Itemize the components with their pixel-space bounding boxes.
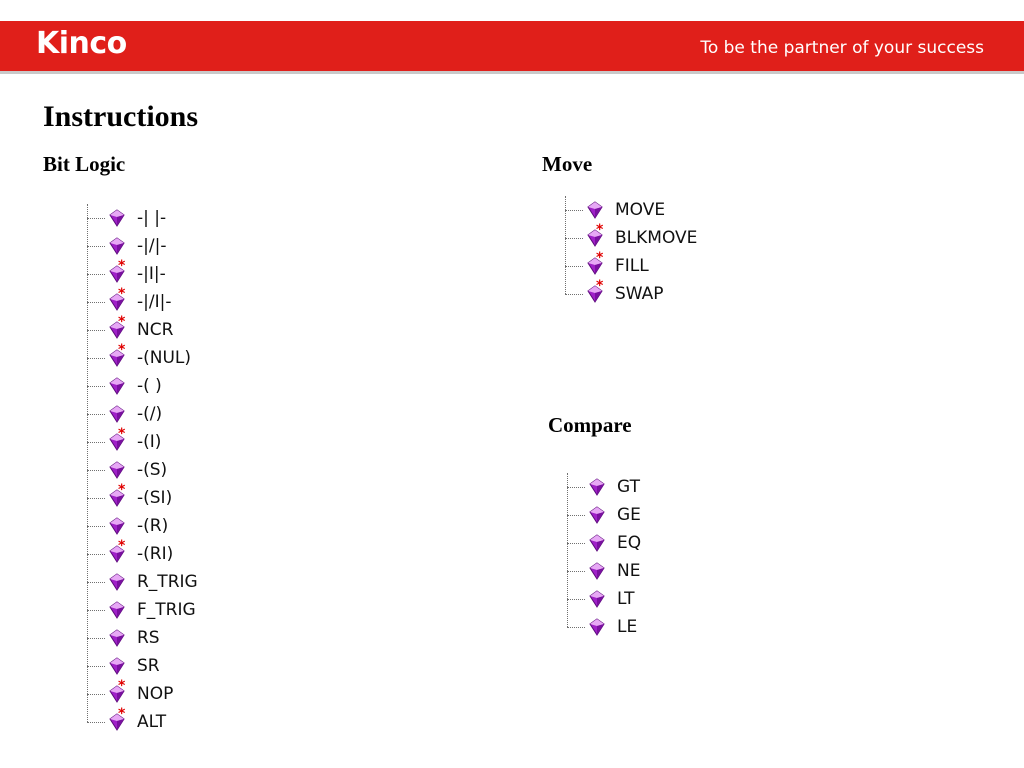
purple-gem-icon [109, 286, 127, 311]
tree-branch-line [565, 266, 583, 267]
red-star-icon: * [118, 342, 126, 358]
tree-branch-line [567, 543, 585, 544]
tree-branch-line [87, 442, 105, 443]
tree-item-label: EQ [617, 533, 642, 553]
move-tree [565, 196, 697, 308]
red-star-icon: * [118, 286, 126, 302]
tree-item-label: LT [617, 589, 635, 609]
purple-gem-icon [587, 222, 605, 247]
tree-branch-line [565, 210, 583, 211]
tree-branch-line [87, 638, 105, 639]
tree-item[interactable] [567, 529, 641, 557]
red-star-icon: * [118, 258, 126, 274]
red-star-icon: * [596, 250, 604, 266]
purple-gem-icon [109, 209, 127, 227]
tree-item[interactable] [87, 428, 198, 456]
tree-item-label: -(S) [137, 460, 168, 480]
tree-branch-line [87, 666, 105, 667]
tree-item-label: ALT [137, 712, 167, 732]
tree-item[interactable] [87, 400, 198, 428]
tree-item[interactable] [567, 557, 641, 585]
tree-item-label: MOVE [615, 200, 666, 220]
purple-gem-icon [109, 461, 127, 479]
purple-gem-icon [589, 534, 607, 552]
tree-item[interactable] [87, 232, 198, 260]
tree-item-label: -(I) [137, 432, 162, 452]
red-star-icon: * [118, 426, 126, 442]
tree-branch-line [565, 238, 583, 239]
tree-item[interactable] [565, 196, 697, 224]
purple-gem-icon [587, 201, 605, 219]
tree-item[interactable] [565, 252, 697, 280]
tree-item[interactable] [87, 288, 198, 316]
tree-item-label: GT [617, 477, 640, 497]
page-title: Instructions [43, 100, 199, 133]
tree-branch-line [565, 294, 583, 295]
tree-item-label: RS [137, 628, 160, 648]
purple-gem-icon [109, 517, 127, 535]
tree-item-label: -(/) [137, 404, 163, 424]
red-star-icon: * [596, 222, 604, 238]
tree-item[interactable] [565, 280, 697, 308]
purple-gem-icon [109, 405, 127, 423]
tree-branch-line [567, 599, 585, 600]
purple-gem-icon [109, 706, 127, 731]
tree-item-label: -(NUL) [137, 348, 192, 368]
purple-gem-icon [109, 657, 127, 675]
tree-branch-line [87, 414, 105, 415]
purple-gem-icon [589, 562, 607, 580]
tree-item[interactable] [87, 484, 198, 512]
tree-item[interactable] [567, 473, 641, 501]
purple-gem-icon [587, 278, 605, 303]
bit-logic-tree [87, 204, 198, 736]
tree-branch-line [567, 571, 585, 572]
purple-gem-icon [109, 678, 127, 703]
tree-branch-line [567, 487, 585, 488]
header-tagline: To be the partner of your success [700, 38, 984, 58]
compare-tree [567, 473, 641, 641]
tree-item-label: FILL [615, 256, 649, 276]
tree-item-label: LE [617, 617, 638, 637]
red-star-icon: * [118, 538, 126, 554]
tree-branch-line [87, 498, 105, 499]
tree-item-label: -(SI) [137, 488, 173, 508]
tree-item-label: -(R) [137, 516, 169, 536]
purple-gem-icon [589, 506, 607, 524]
tree-item[interactable] [87, 568, 198, 596]
red-star-icon: * [596, 278, 604, 294]
tree-branch-line [87, 470, 105, 471]
purple-gem-icon [109, 573, 127, 591]
tree-item[interactable] [87, 512, 198, 540]
purple-gem-icon [109, 426, 127, 451]
tree-branch-line [87, 526, 105, 527]
tree-item[interactable] [567, 613, 641, 641]
tree-item[interactable] [87, 708, 198, 736]
tree-item-label: -| |- [137, 208, 167, 228]
header-banner [0, 21, 1024, 74]
tree-branch-line [567, 515, 585, 516]
red-star-icon: * [118, 678, 126, 694]
tree-item-label: -|/I|- [137, 292, 172, 312]
tree-branch-line [87, 302, 105, 303]
tree-item-label: NOP [137, 684, 174, 704]
tree-item-label: -(RI) [137, 544, 174, 564]
red-star-icon: * [118, 706, 126, 722]
tree-branch-line [87, 330, 105, 331]
purple-gem-icon [109, 314, 127, 339]
tree-item[interactable] [87, 344, 198, 372]
tree-item[interactable] [567, 501, 641, 529]
purple-gem-icon [587, 250, 605, 275]
tree-branch-line [87, 386, 105, 387]
tree-item-label: -|I|- [137, 264, 166, 284]
purple-gem-icon [589, 478, 607, 496]
tree-item[interactable] [87, 624, 198, 652]
purple-gem-icon [109, 629, 127, 647]
tree-branch-line [87, 554, 105, 555]
tree-item[interactable] [565, 224, 697, 252]
tree-item-label: GE [617, 505, 641, 525]
tree-item[interactable] [87, 260, 198, 288]
tree-item-label: NCR [137, 320, 174, 340]
purple-gem-icon [589, 590, 607, 608]
tree-item-label: NE [617, 561, 641, 581]
tree-item[interactable] [87, 540, 198, 568]
tree-item[interactable] [87, 372, 198, 400]
tree-item[interactable] [87, 316, 198, 344]
purple-gem-icon [109, 601, 127, 619]
tree-branch-line [87, 722, 105, 723]
purple-gem-icon [109, 377, 127, 395]
tree-item-label: BLKMOVE [615, 228, 698, 248]
purple-gem-icon [109, 538, 127, 563]
purple-gem-icon [109, 482, 127, 507]
tree-item[interactable] [567, 585, 641, 613]
tree-item-label: -|/|- [137, 236, 167, 256]
tree-branch-line [567, 627, 585, 628]
tree-branch-line [87, 610, 105, 611]
section-heading-move: Move [542, 152, 593, 176]
red-star-icon: * [118, 482, 126, 498]
tree-item[interactable] [87, 680, 198, 708]
purple-gem-icon [109, 342, 127, 367]
tree-item-label: -( ) [137, 376, 162, 396]
tree-item[interactable] [87, 596, 198, 624]
purple-gem-icon [109, 237, 127, 255]
section-heading-bit-logic: Bit Logic [43, 152, 126, 176]
tree-item-label: SR [137, 656, 160, 676]
red-star-icon: * [118, 314, 126, 330]
tree-item[interactable] [87, 652, 198, 680]
tree-branch-line [87, 582, 105, 583]
tree-item-label: F_TRIG [137, 600, 196, 620]
tree-branch-line [87, 358, 105, 359]
tree-item-label: SWAP [615, 284, 664, 304]
tree-branch-line [87, 218, 105, 219]
tree-branch-line [87, 694, 105, 695]
section-heading-compare: Compare [548, 413, 632, 437]
purple-gem-icon [109, 258, 127, 283]
tree-branch-line [87, 274, 105, 275]
tree-item[interactable] [87, 204, 198, 232]
tree-item-label: R_TRIG [137, 572, 198, 592]
tree-item[interactable] [87, 456, 198, 484]
purple-gem-icon [589, 618, 607, 636]
kinco-logo: Kinco [36, 26, 127, 61]
tree-branch-line [87, 246, 105, 247]
